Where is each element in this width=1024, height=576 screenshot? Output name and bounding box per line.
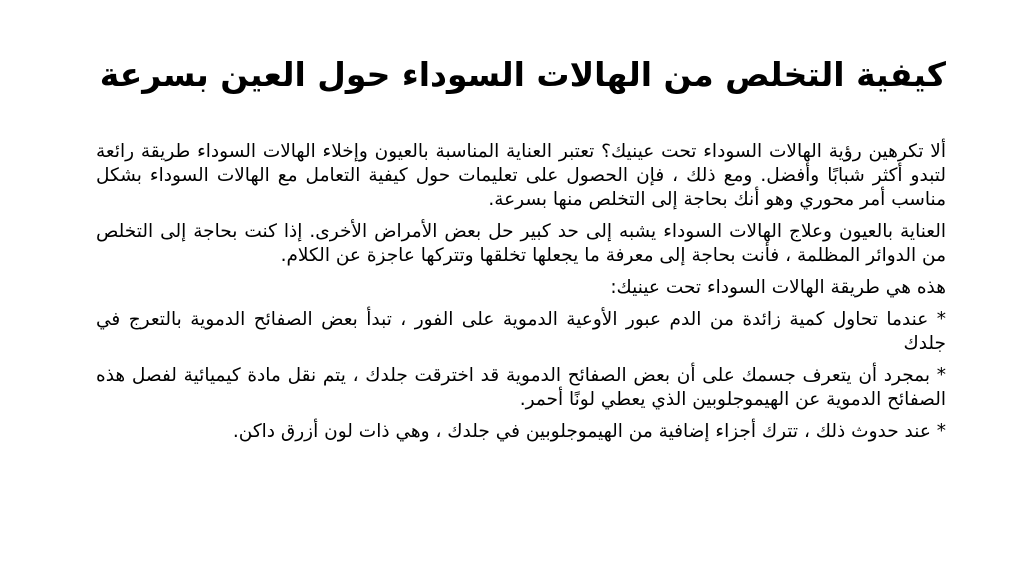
bullet-paragraph: * بمجرد أن يتعرف جسمك على أن بعض الصفائح الدموية قد اخترقت جلدك ، يتم نقل مادة كيميائية لفصل هذه الصفائح الدموية عن الهيموجلوبين الذي يعطي لونًا أحمر. (96, 365, 946, 410)
body-paragraph: العناية بالعيون وعلاج الهالات السوداء يشبه إلى حد كبير حل بعض الأمراض الأخرى. إذا كنت بحاجة إلى التخلص من الدوائر المظلمة ، فأنت بحاجة إلى معرفة ما يجعلها تخلقها وتتركها عاجزة عن الكلام. (96, 221, 946, 266)
body-paragraph: ألا تكرهين رؤية الهالات السوداء تحت عينيك؟ تعتبر العناية المناسبة بالعيون وإخلاء الهالات السوداء طريقة رائعة لتبدو أكثر شبابًا وأفضل. ومع ذلك ، فإن الحصول على تعليمات حول كيفية التعامل مع الهالات السوداء بشكل مناسب أمر محوري وهو أنك بحاجة إلى التخلص منها بسرعة. (96, 141, 946, 210)
slide-title: كيفية التخلص من الهالات السوداء حول العين بسرعة (99, 55, 946, 94)
bullet-paragraph: * عندما تحاول كمية زائدة من الدم عبور الأوعية الدموية على الفور ، تبدأ بعض الصفائح الدموية بالتعرج في جلدك (96, 309, 946, 354)
body-paragraph: هذه هي طريقة الهالات السوداء تحت عينيك: (610, 277, 946, 298)
slide-body (96, 140, 946, 452)
bullet-paragraph: * عند حدوث ذلك ، تترك أجزاء إضافية من الهيموجلوبين في جلدك ، وهي ذات لون أزرق داكن. (232, 421, 946, 442)
